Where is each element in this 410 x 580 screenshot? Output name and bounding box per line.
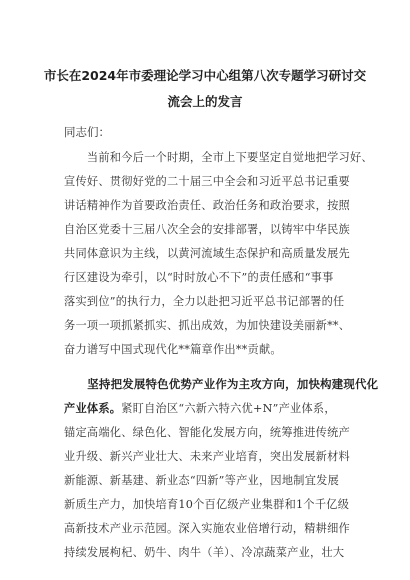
paragraph-line: 务一项一项抓紧抓实、抓出成效，为加快建设美丽新**、 — [64, 319, 351, 332]
paragraph-line: 高新技术产业示范园。深入实施农业倍增行动，精耕细作 — [64, 522, 350, 535]
paragraph-line: 自治区党委十三届八次全会的安排部署，以铸牢中华民族 — [64, 223, 350, 236]
salutation: 同志们： — [64, 125, 110, 139]
paragraph-line: 共同体意识为主线，以黄河流域生态保护和高质量发展先 — [64, 247, 350, 260]
paragraph-line: 落实到位”的执行力，全力以赴把习近平总书记部署的任 — [64, 295, 345, 308]
paragraph-line: 宣传好、贯彻好党的二十届三中全会和习近平总书记重要 — [64, 175, 350, 188]
paragraph-line: 锚定高端化、绿色化、智能化发展方向，统筹推进传统产 — [64, 426, 350, 439]
paragraph-line: 奋力谱写中国式现代化**篇章作出**贡献。 — [64, 343, 282, 356]
paragraph-line: 新能源、新基建、新业态“四新”等产业，因地制宜发展 — [64, 474, 340, 487]
paragraph-line: 当前和今后一个时期，全市上下要坚定自觉地把学习好、 — [64, 151, 373, 164]
document-title-line-1: 市长在2024年市委理论学习中心组第八次专题学习研讨交 — [43, 68, 367, 83]
paragraph-2-heading-end: 产业体系。 — [64, 402, 122, 415]
paragraph-line: 讲话精神作为首要政治责任、政治任务和政治要求，按照 — [64, 199, 350, 212]
paragraph-line: 行区建设为牵引，以“时时放心不下”的责任感和“事事 — [64, 271, 334, 284]
paragraph-2-text: 紧盯自治区“六新六特六优+N”产业体系， — [121, 402, 336, 415]
paragraph-line: 业升级、新兴产业壮大、未来产业培育，突出发展新材料 — [64, 450, 350, 463]
paragraph-line: 新质生产力，加快培育10个百亿级产业集群和1个千亿级 — [64, 498, 350, 511]
paragraph-line: 持续发展枸杞、奶牛、肉牛（羊）、冷凉蔬菜产业，壮大 — [64, 546, 345, 559]
document-title-line-2: 流会上的发言 — [167, 94, 243, 109]
paragraph-2-heading: 坚持把发展特色优势产业作为主攻方向，加快构建现代化 — [64, 377, 379, 391]
paragraph-line — [64, 400, 354, 416]
